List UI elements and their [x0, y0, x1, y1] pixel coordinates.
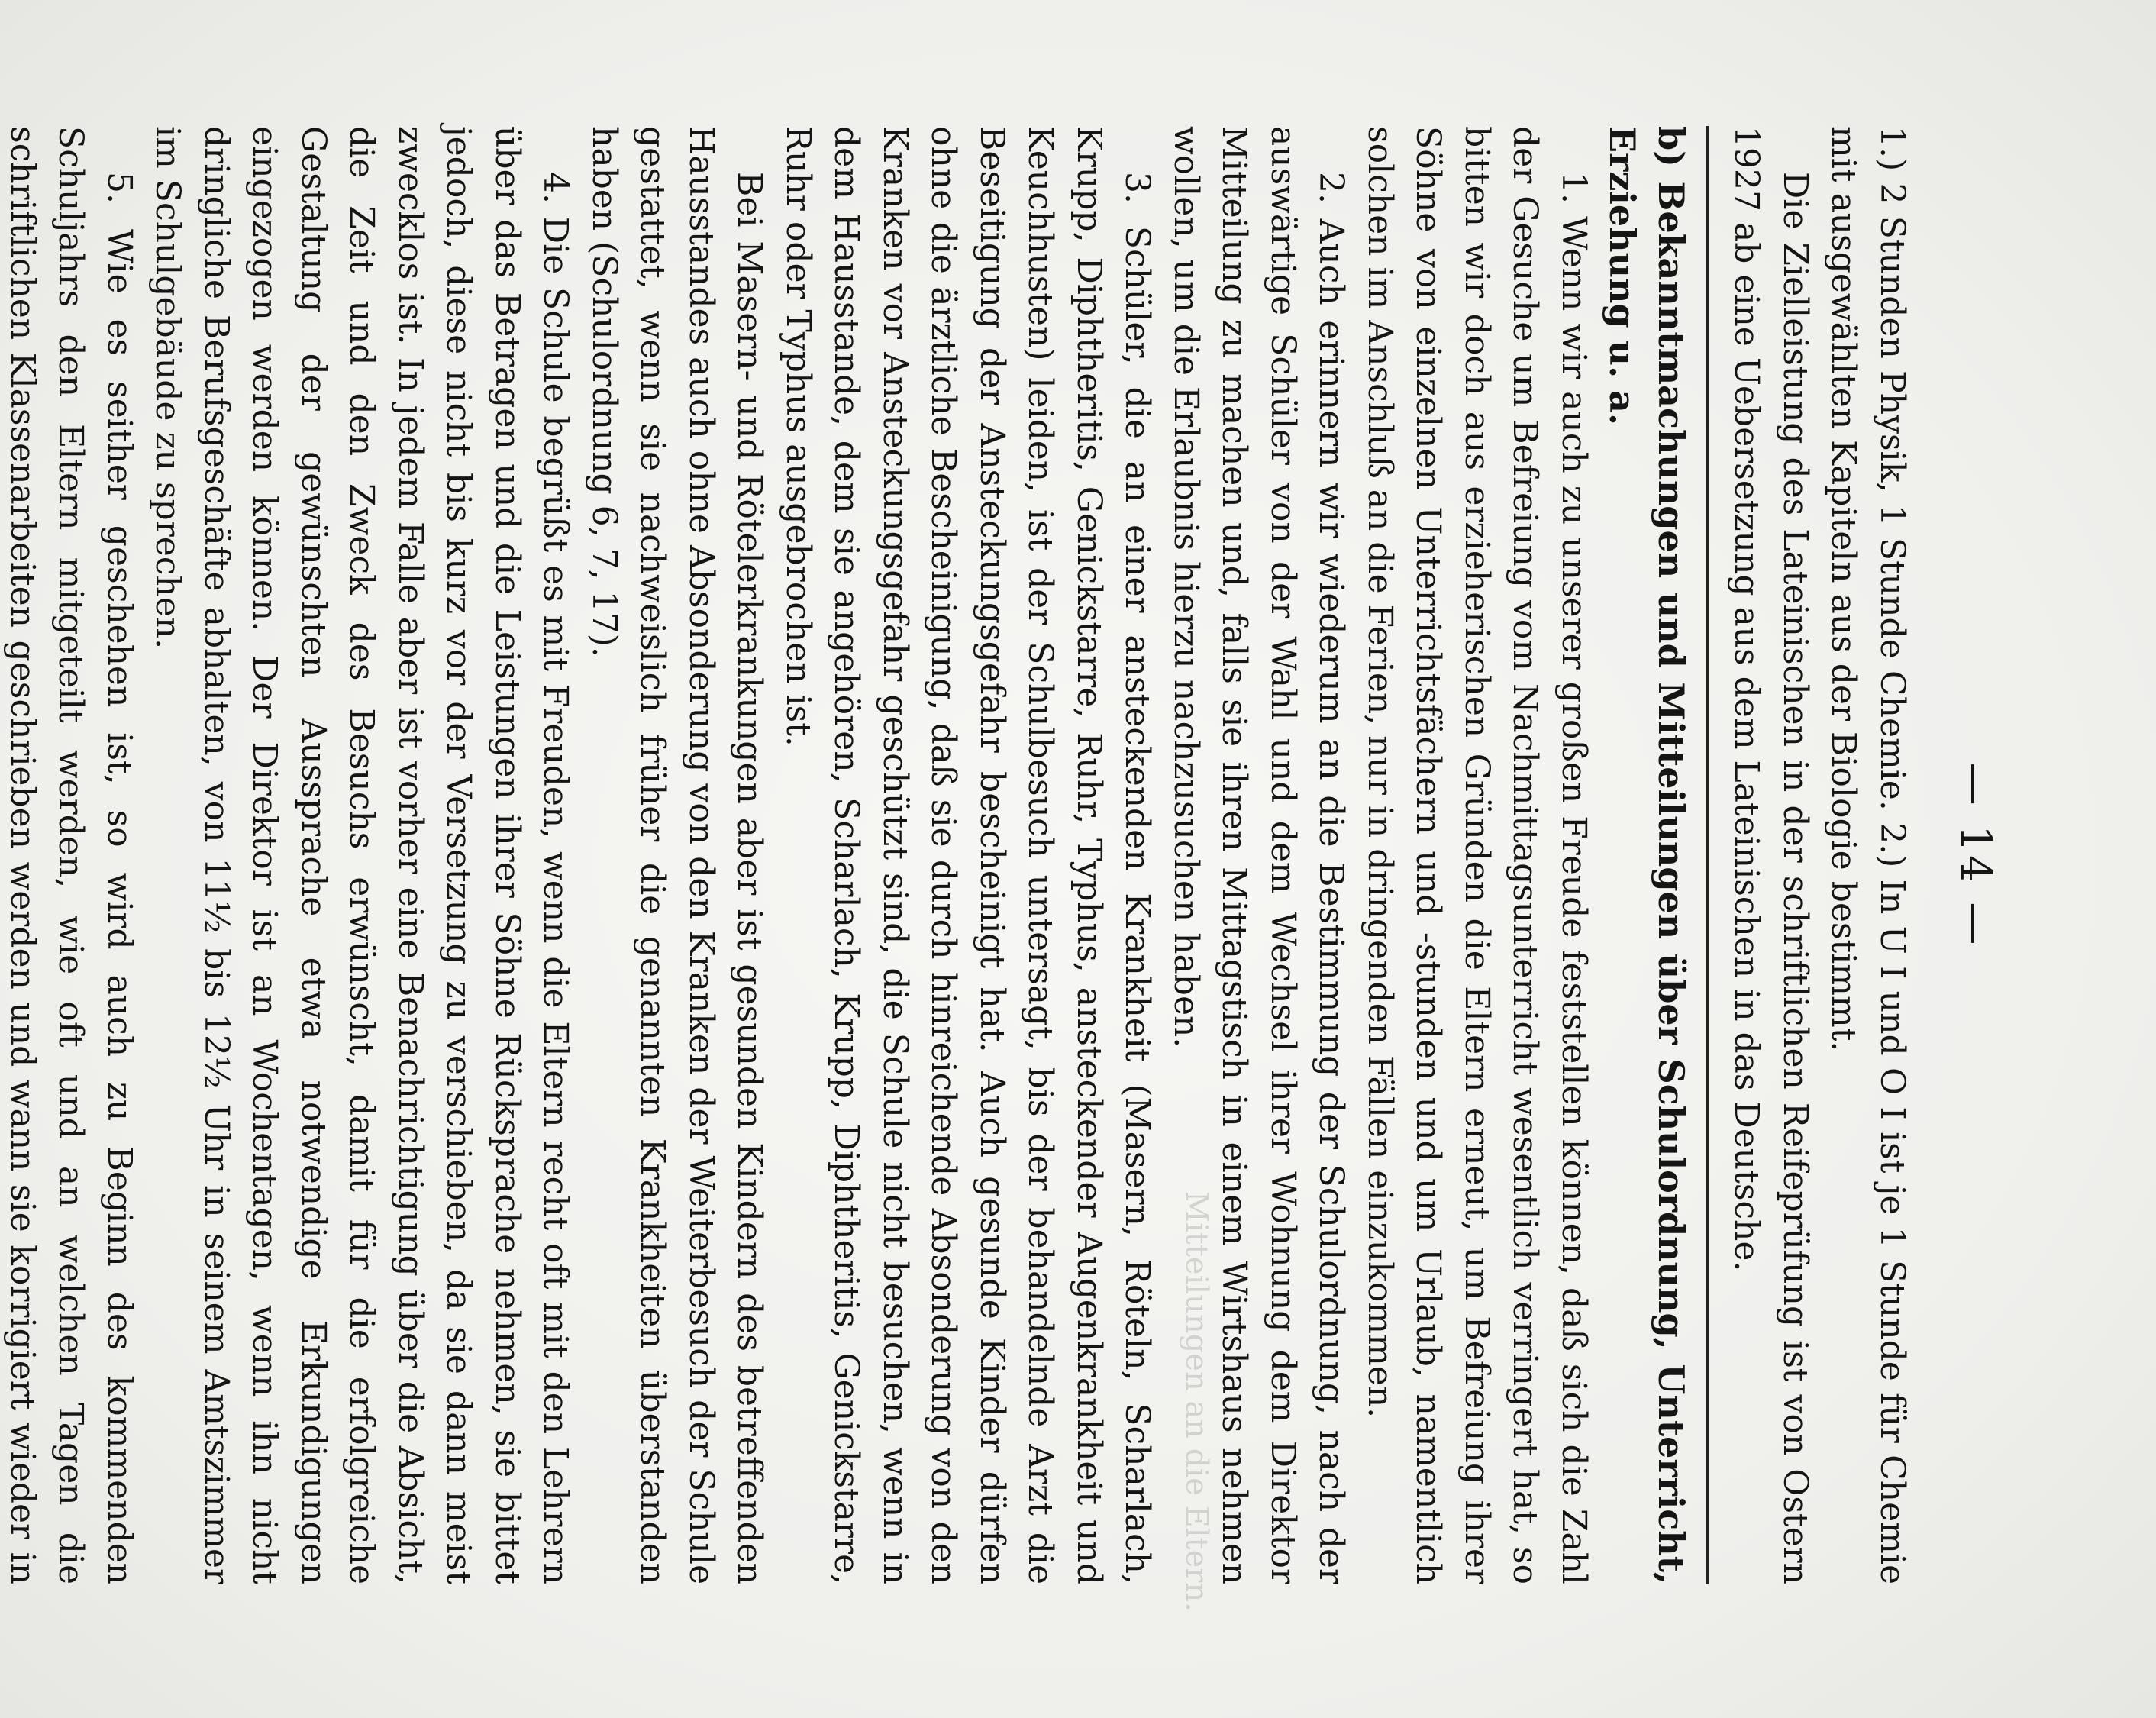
section-paragraph: 1. Wenn wir auch zu unserer großen Freude feststellen können, daß sich die Zahl der Gesuche um Befreiung vom Nachmittagsunterricht wesentlich verringert hat, so bitten wir doch aus erzieherischen Gründen die Eltern erneut, um Befreiung ihrer Söhne von einzelnen Unterrichtsfächern und -stunden und um Urlaub, namentlich solchen im Anschluß an die Ferien, nur in dringenden Fällen einzukommen.: [1360, 126, 1593, 1584]
intro-paragraph: 1.) 2 Stunden Physik, 1 Stunde Chemie. 2.) In U I und O I ist je 1 Stunde für Chemie mit ausgewählten Kapiteln aus der Biologie bestimmt.: [1824, 126, 1912, 1584]
page-number: — 14 —: [1951, 762, 2000, 948]
document-page: [3, 126, 2000, 1584]
section-paragraph: Bei Masern- und Rötelerkrankungen aber ist gesunden Kindern des betreffenden Hausstandes auch ohne Absonderung von den Kranken der Weiterbesuch der Schule gestattet, wenn sie nachweislich früher die genannten Krankheiten überstanden haben (Schulordnung 6, 7, 17).: [585, 126, 770, 1584]
bleed-through-text: Mitteilungen an die Eltern.: [1179, 1191, 1214, 1612]
section-heading: b) Bekanntmachungen und Mitteilungen über Schulordnung, Unterricht, Erziehung u. a.: [1602, 126, 1692, 1584]
section-paragraph: 4. Die Schule begrüßt es mit Freuden, wenn die Eltern recht oft mit den Lehrern über das Betragen und die Leistungen ihrer Söhne Rücksprache nehmen, sie bittet jedoch, diese nicht bis kurz vor der Versetzung zu verschieben, da sie dann meist zwecklos ist. In jedem Falle aber ist vorher eine Benachrichtigung über die Absicht, die Zeit und den Zweck des Besuchs erwünscht, damit für die erfolgreiche Gestaltung der gewünschten Aussprache etwa notwendige Erkundigungen eingezogen werden können. Der Direktor ist an Wochentagen, wenn ihn nicht dringliche Berufsgeschäfte abhalten, von 11½ bis 12½ Uhr in seinem Amtszimmer im Schulgebäude zu sprechen.: [148, 126, 576, 1584]
section-paragraph: 5. Wie es seither geschehen ist, so wird auch zu Beginn des kommenden Schuljahrs den Eltern mitgeteilt werden, wie oft und an welchen Tagen die schriftlichen Klassenarbeiten geschrieben werden und wann sie korrigiert wieder in: [3, 126, 139, 1584]
section-divider: [1706, 126, 1709, 1584]
section-paragraph: 2. Auch erinnern wir wiederum an die Bestimmung der Schulordnung, nach der auswärtige Schüler von der Wahl und dem Wechsel ihrer Wohnung dem Direktor Mitteilung zu machen und, falls sie ihren Mittagstisch in einem Wirtshaus nehmen wollen, um die Erlaubnis hierzu nachzusuchen haben.: [1167, 126, 1351, 1584]
page-body: [0, 126, 1916, 1584]
section-paragraph: 3. Schüler, die an einer ansteckenden Krankheit (Masern, Röteln, Scharlach, Krupp, Diphtheritis, Genickstarre, Ruhr, Typhus, ansteckender Augenkrankheit und Keuchhusten) leiden, ist der Schulbesuch untersagt, bis der behandelnde Arzt die Beseitigung der Ansteckungsgefahr bescheinigt hat. Auch gesunde Kinder dürfen ohne die ärztliche Bescheinigung, daß sie durch hinreichende Absonderung von den Kranken vor Ansteckungsgefahr geschützt sind, die Schule nicht besuchen, wenn in dem Hausstande, dem sie angehören, Scharlach, Krupp, Diphtheritis, Genickstarre, Ruhr oder Typhus ausgebrochen ist.: [779, 126, 1157, 1584]
intro-paragraph: Die Zielleistung des Lateinischen in der schriftlichen Reifeprüfung ist von Ostern 1927 ab eine Uebersetzung aus dem Lateinischen in das Deutsche.: [1727, 126, 1815, 1584]
